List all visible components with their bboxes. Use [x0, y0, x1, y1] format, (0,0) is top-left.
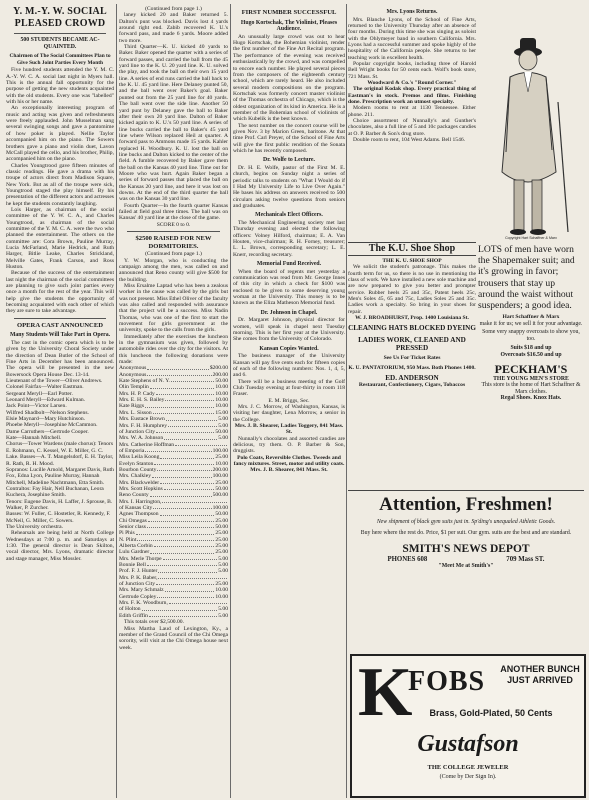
- continued-note: (Continued from page 1.): [145, 6, 202, 12]
- donation-amount: 15.00: [215, 409, 228, 416]
- ladies-work-headline: LADIES WORK, CLEANED AND PRESSED: [358, 336, 466, 353]
- donor-name: Reno County: [119, 492, 149, 499]
- donor-name: Mrs. Scott Hopkins: [119, 485, 163, 492]
- paragraph: An exceptionally interesting program of music and acting was given and refreshments were freely applauded. John Musselman sang several swinging songs and gave a pantomime of how poker is played. Nellie Taylor accompanied him on the piano. The Sowers brothers gave a piano and violin duet, Lavon McCall played the cello, and his brother, Philip, accompanied him on the piano.: [6, 105, 114, 163]
- donor-name: Olin Templin: [119, 384, 149, 391]
- donor-name: Mrs. Mary Schmalz: [119, 587, 164, 594]
- donation-amount: 25.00: [215, 536, 228, 543]
- brand-name: Hart Schaffner & Marx: [502, 314, 560, 321]
- donation-amount: 5.00: [218, 422, 228, 429]
- fobs-arrived: ANOTHER BUNCH JUST ARRIVED: [500, 664, 580, 685]
- smith-tagline: "Meet Me at Smith's": [438, 563, 494, 570]
- donor-name: Mrs. P. K. Baber,: [119, 574, 158, 581]
- donor-name: of Holton: [119, 606, 141, 613]
- list-item: Kate—Hannah Mitchell.: [6, 435, 62, 442]
- price-line: Buy here where the rest do. Price, $1 per suit. Our gym. suits are the best and are standard.: [360, 529, 572, 536]
- ticket-rates: See Us For Ticket Rates: [383, 355, 441, 362]
- ad-hart-schaffner: [478, 244, 584, 488]
- column-news: [233, 6, 345, 798]
- fashion-illustration: [480, 32, 582, 242]
- ad-k-fobs: [350, 654, 586, 798]
- column-rule: [346, 4, 347, 798]
- paragraph: Fourth Quarter—In the fourth quarter Kansas failed at field goal three times. The ball was on Kansas' 40 yard line at the close of the game.: [119, 202, 228, 222]
- ad-attention-freshmen: [348, 490, 584, 593]
- column-rule: [116, 4, 117, 798]
- list-item: Lieutenant of the Tower—Oliver Andrews.: [6, 378, 103, 385]
- paragraph: laney kicked 20 and Baker returned 5. Dalton's punt was blocked. Davis lost 4 yards around right end. Zabib recovered K. U.'s forward pass, and made 6 yards. Moore added two more.: [119, 12, 228, 44]
- headline-memorial-fund: Memorial Fund Received.: [256, 260, 322, 267]
- list-item: Wilfred Shadbolt—Nelson Stephens.: [6, 409, 89, 416]
- donor-name: Evelyn Stanton: [119, 460, 154, 467]
- paragraph: Double room to rent, 104 West Adams. Bell 1546.: [353, 137, 466, 144]
- cast-list: [6, 378, 114, 530]
- donor-name: of Emporia: [119, 447, 145, 454]
- paragraph: The next number on the concert course will be given Nov. 3 by Marion Green, baritone. At that time Prof. Carl Preyer, of the School of Fine Arts will give the first public rendition of the Sonata which he has recently composed.: [233, 122, 345, 154]
- ad-line: Some very snappy overcoats to show you, too.: [482, 329, 580, 342]
- paragraph: Immediately after the exercises the luncheon in the gymnasium was given, followed by automobile rides over the city for the visitors. At this luncheon the following donations were made:: [119, 333, 228, 366]
- donor-name: Senior class: [119, 524, 146, 530]
- list-item: Phoebe Meryll—Josephine McCammon.: [6, 422, 98, 429]
- donor-name: Mrs. H. P. Cady: [119, 390, 155, 397]
- ad-woodward: Woodward & Co.'s "Round Corner.": [367, 80, 457, 87]
- donation-amount: 50.00: [215, 511, 228, 518]
- list-item: Chorus—Tower Wardens (male chorus): Tenors E. Rohmann, C. Kessel, W. E. Miller, G. C. Lake. Basses—A. T. Mangelsdorf, E. H. Taylor, R. Rath, R. H. Mood.: [6, 441, 114, 467]
- donation-amount: 50.00: [215, 428, 228, 435]
- gym-suits-line: New shipment of black gym suits just in. Sp'ding's unequaled Athletic Goods.: [376, 519, 556, 525]
- paragraph: We solicit the student's patronage. This makes the fourth term for us, so there is no use in mentioning the class of work. We have installed a new sole machine and are now prepared to give you better and prompter service. Rubber heels 25 and 35c, Patent heels 25c, Men's Soles 45, 65 and 75c, Ladies Soles 25 and 35c. Ladies work a specialty. So bring in your shoes for repair.: [348, 264, 476, 315]
- donor-name: Edith Griffin: [119, 612, 148, 619]
- column-social: [6, 6, 114, 798]
- paragraph: Y. W. Morgan, who is conducting the campaign among the men, was called on and announced that Reno county will give $500 for the building.: [119, 257, 228, 283]
- donor-name: Anonymous: [119, 371, 147, 378]
- subhead-students: 500 STUDENTS BECAME AC-QUAINTED.: [20, 37, 100, 50]
- donation-amount: 25.00: [215, 581, 228, 588]
- list-item: Sopranos: Lucille Arnold, Margaret Davis, Ruth Fox, Edna Lyon, Pauline Murray, Hannah Mitchell, Madeline Nachtmann, Etta Smith.: [6, 466, 114, 486]
- donation-amount: 25.00: [215, 530, 228, 537]
- portrait-caption: Copyright Hart Schaffner & Marx: [505, 236, 557, 240]
- paragraph: Third Quarter—K. U. kicked 40 yards to Baker. Baker opened the quarter with a series of forward passes, and carried the ball from the 45 yard line to the K. U. 20 yard line. K. U. solved the play, and took the ball on their own 15 yard line. A series of end runs carried the ball back to the K. U. 45 yard line. Here Delaney punted 50, and the ball went over Baker's goal. Baker punted out from the 25 yard line for 40 yards. The ball went over the side line. Another 50 yard punt by Delaney gave the ball to Baker after their own 20 yard line. Dalton of Baker kicked again to K. U.'s 50 yard line. A series of line bucks carried the ball to Baker's 45 yard line where Wilson replaced Heil at quarter. A forward pass to Ammons made 15 yards. Kahler replaced H. Woodbury. K. U. lost the ball on line bucks and Dalton kicked to the center of the field. A fumble recovered by Baker gave them the ball on the Kansas 40 yard line. Time out for Moore who was hurt. Again Baker began a series of forward passes that placed the ball on the Kansas 20 yard line, and here it was lost on downs. At the end of the third quarter the ball was on the Kansas 30 yard line.: [119, 44, 228, 203]
- shapemaker-copy: LOTS of men have worn the Shapemaker suit; and it's growing in favor; trousers that stay up around the waist without suspenders; a good idea.: [478, 244, 575, 312]
- list-item: Basses: W. Fuller, C. Hostetler, R. Kennedy, F. McNeil, G. Miller, C. Sowers.: [6, 511, 111, 524]
- donation-amount: 25.00: [215, 454, 228, 461]
- donor-name: Alberta Corbin: [119, 543, 153, 550]
- column-local: [348, 6, 476, 242]
- donor-name: Anonymous: [119, 365, 147, 372]
- peckham-sub: THE YOUNG MEN'S STORE: [493, 375, 569, 382]
- price-suits: Suits $18 and up: [510, 345, 552, 352]
- continued-note: (Continued from page 1.): [145, 251, 202, 258]
- fobs-price: Brass, Gold-Plated, 50 Cents: [429, 708, 553, 718]
- donor-name: Mrs. Merle Thorpe: [119, 555, 162, 562]
- signature: E. M. Briggs, Sec.: [268, 397, 310, 404]
- list-item: Dame Carruthers—Gertrude Cooper.: [6, 428, 89, 435]
- column-rule: [230, 4, 231, 798]
- price-overcoats: Overcoats $16.50 and up: [500, 351, 562, 358]
- list-item: Contraltos: Fay Hair, Nell Buchanan, Leora Kuchera, Josephine Smith.: [6, 485, 104, 499]
- donation-amount: 500.00: [212, 492, 228, 499]
- smith-phone: PHONES 608: [387, 556, 428, 564]
- donation-amount: 25.00: [215, 517, 228, 524]
- paragraph: Choice assortment of Nunnally's and Gunther's chocolates, also a full line of 5 and 10c packages candies at O. P. Barber & Son's drug store.: [348, 118, 476, 137]
- attention-headline: Attention, Freshmen!: [379, 494, 553, 515]
- donor-name: Mrs. F. H. Humphrey: [119, 422, 168, 429]
- donation-list: [119, 365, 228, 619]
- donor-name: Pi Phis: [119, 530, 135, 537]
- paragraph: Dr. Margaret Johnson, physical director for women, will speak in chapel next Tuesday morning. This is her first year at the University. She comes from the University of Colorado.: [233, 317, 345, 343]
- donor-name: Kate Stephens of N. Y.: [119, 378, 170, 385]
- paragraph: The Mechanical Engineering society met last Thursday evening and elected the following officers: Volney Hilford, chairman; E. A. Van Houten, vice-chairman; R. H. Forney, treasurer; L. L. Brown, corresponding secretary; L. E. Knerr, recording secretary.: [233, 219, 345, 258]
- headline-opera: OPERA CAST ANNOUNCED: [17, 321, 103, 329]
- donation-amount: 50.00: [215, 485, 228, 492]
- column-football: [119, 6, 228, 798]
- paragraph: This totals over $2,500.00.: [124, 619, 184, 626]
- paragraph: Miss Martha Laud of Lexington, Ky., a member of the Grand Council of the Chi Omega sorority, will visit at the Chi Omega house next week.: [119, 625, 228, 651]
- list-item: Leonard Meryll—Edward Kulman.: [6, 397, 86, 404]
- donor-name: Mrs. L. Sisson: [119, 409, 152, 416]
- donor-name: Agnes Thompson: [119, 511, 159, 518]
- anderson-name: ED. ANDERSON: [385, 374, 439, 383]
- deck-opera: Many Students Will Take Part in Opera.: [9, 332, 111, 339]
- donor-name: of Junction City: [119, 581, 156, 588]
- donor-name: Mrs. Blackwelder: [119, 479, 160, 486]
- fobs-word: FOBS: [408, 666, 486, 697]
- deck-kortschak: Hugo Kortschak, The Violinist, Pleases Audience.: [240, 19, 338, 33]
- donation-amount: 10.00: [215, 403, 228, 410]
- donation-amount: 5.00: [218, 555, 228, 562]
- donor-name: Mrs. E. H. S. Bailey: [119, 397, 165, 404]
- donor-name: Mrs. W. A. Johnson: [119, 435, 164, 442]
- paragraph: Miss Ersalme Laptad who has been a zealous worker in the cause was called by the girls but was not present. Miss Ethel Oliver of the faculty was also called and responded with assurance that the project will be a success. Miss Nadin Thomas, who was one of the first to start the movement for girls government at the university, spoke to the calls from the girls.: [119, 282, 228, 334]
- paragraph: Lois Harger, as chairman of the social committee of the Y. W. C. A., and Charles Youngtrood, as chairman of the social committee of the Y. M. C. A. were the two who planned the entertainment. The others on the committee are: Cora Brown, Pauline Murray, Lucia McFarland, Marie Hedrick, and Ruth Harger, Bitlie Leake, Charles Strickland, Melville Gates, Frank Carson, and Ross Huston.: [6, 206, 114, 271]
- headline-first-number: FIRST NUMBER SUCCESSFUL: [241, 9, 337, 16]
- jeweler-sign: (Come by Der Sign In).: [439, 774, 497, 780]
- headline-mechanicals: Mechanicals Elect Officers.: [255, 212, 323, 219]
- college-jeweler: THE COLLEGE JEWELER: [427, 764, 509, 771]
- k-letter: K: [358, 654, 413, 731]
- donation-amount: 5.00: [218, 562, 228, 569]
- paragraph: Popular copyright books, including three of Harold Bell Wright books for 50 cents each. Wolf's book store, 721 Mass. St.: [348, 61, 476, 80]
- donation-amount: 10.00: [215, 593, 228, 600]
- paragraph: There will be a business meeting of the Golf Club Tuesday evening at four-thirty in room 118 Fraser.: [233, 378, 345, 398]
- paragraph: Modern rooms to rent at 1130 Tennessee. Either phone. 211.: [348, 105, 476, 118]
- peckham-line: This store is the home of Hart Schaffner & Marx clothes.: [481, 382, 581, 395]
- donor-name: Prof. F. J. Hunter: [119, 568, 158, 575]
- paragraph: When the board of regents met yesterday a communication was read from Mr. George Innes of this city in which a check for $100 was enclosed to be given to some deserving young woman at the University. This money is to be known as the Eliza Matheson Memorial fund.: [233, 268, 345, 307]
- paragraph: Mrs. Blanche Lyons, of the School of Fine Arts, returned to the University Thursday after an absence of four months. During this time she was singing as soloist with the Ohlymeyer band in southern California. Mrs. Lyons had a successful summer and spoke highly of the hospitality of the California people. She returns to her teaching work in excellent health.: [348, 16, 476, 61]
- cleaning-headline: CLEANING HATS BLOCKED DYEING: [348, 324, 476, 333]
- donor-name: Mrs. I. Harrington,: [119, 498, 162, 505]
- headline-dormitories: $2500 RAISED FOR NEW DORMITORIES.: [135, 235, 212, 250]
- donation-amount: 10.00: [215, 397, 228, 404]
- donation-amount: 200.00: [212, 371, 228, 378]
- donor-name: Lulu Gardner: [119, 549, 150, 556]
- smith-news-depot: SMITH'S NEWS DEPOT: [402, 543, 530, 556]
- donor-name: Kate Riggs: [119, 403, 145, 410]
- shoe-shop-headline: The K.U. Shoe Shop: [348, 242, 476, 256]
- donor-name: Bourbon County: [119, 466, 157, 473]
- restaurant-line: Restaurant, Confectionery, Cigars, Tobaccos: [358, 382, 466, 389]
- list-item: Tenors: Eugene Davis, H. Laffer, J. Sprouse, B. Walker, P. Zurcher.: [6, 498, 113, 511]
- donation-amount: 5.00: [218, 416, 228, 423]
- donor-name: Mrs. Eustace Brown: [119, 416, 165, 423]
- donation-amount: 10.00: [215, 384, 228, 391]
- headline-lyons: Mrs. Lyons Returns.: [386, 9, 438, 15]
- headline-johnson: Dr. Johnson in Chapel.: [260, 309, 318, 316]
- donor-name: Chi Omegas: [119, 517, 147, 524]
- donation-amount: 10.00: [215, 390, 228, 397]
- list-item: Elsie Maynard—Mary Hutchinson.: [6, 416, 86, 423]
- donation-amount: 25.00: [215, 479, 228, 486]
- gentleman-figure-icon: [480, 32, 582, 242]
- donation-amount: 25.00: [215, 543, 228, 550]
- paragraph: Mrs. J. C. Morrow, of Washington, Kansas, is visiting her daughter, Lena Morrow, a senior in the College.: [233, 403, 345, 423]
- donor-name: Mrs. Chalkley: [119, 473, 152, 480]
- donor-name: of Kansas City: [119, 504, 153, 511]
- peckham-brands: Regal Shoes. Knox Hats.: [500, 395, 562, 402]
- donation-amount: 10.00: [215, 587, 228, 594]
- list-item: Sergeant Meryll—Earl Potter.: [6, 390, 73, 397]
- paragraph: The cast in the comic opera which is to be given by the University Choral Society under the direction of Dean Butler of the School of Fine Arts in December has been announced. The opera will be presented in the new Bowersock Opera House Dec. 13-14.: [6, 339, 114, 378]
- paragraph: Five hundred students attended the Y. M. C. A.-Y. W. C. A. social last night in Myers hall. This is the annual fall opportunity for the purpose of getting the new students acquainted with the old students. Every one was "labelled" with his or her name.: [6, 67, 114, 106]
- donation-amount: $200.00: [209, 365, 228, 372]
- pantorium-address: K. U. PANTATORIUM, 950 Mass. Both Phones 1400.: [348, 364, 476, 371]
- paragraph: Dr. H. E. Wolfe, pastor of the First M. E. church, begins on Sunday night a series of periodic talks to students on "What I Would do if I Had My University Life to Live Over Again." He bases his address on answers received to 500 circulars asking twelve questions from seniors and graduates.: [233, 164, 345, 209]
- donation-amount: 5.00: [218, 568, 228, 575]
- headline-wolfe: Dr. Wolfe to Lecture.: [263, 157, 315, 164]
- donor-name: Bonnie Bell: [119, 562, 146, 569]
- paragraph: The business manager of the University Kansan will pay five cents each for fifteen copies of each of the following numbers: Nos. 1, 4, 5, and 6.: [233, 353, 345, 379]
- donation-amount: 5.00: [218, 606, 228, 613]
- donation-amount: 10.00: [215, 460, 228, 467]
- paragraph: Charles Youngtrood gave fifteen minutes of classic readings. He gave a drama with his troupe of actors direct from Madison Square, New York. But as all of the troupe were sick, Youngtrood staged the play himself. By his presentation of the different actors and actresses he kept the students constantly laughing.: [6, 162, 114, 207]
- ad-shearer: Mrs. J. B. Shearer, Ladies Toggery, 841 Mass. St.: [234, 422, 344, 436]
- donor-name: of Junction City: [119, 428, 156, 435]
- donation-amount: 50.00: [215, 378, 228, 385]
- list-item: Colonel Fairfax—Walter Eastman.: [6, 384, 84, 391]
- donation-amount: 5.00: [218, 435, 228, 442]
- shoe-shop-sub: THE K. U. SHOE SHOP: [382, 258, 442, 264]
- paragraph: Rehearsals are being held at North College Wednesdays at 7:00 p. m. and Saturdays at 1:30. The general director is Dean Skilton, vocal director, Mrs. Lyons, dramatic director and stage manager, Miss Mossler.: [6, 530, 114, 562]
- donation-amount: 100.00: [212, 504, 228, 511]
- smith-address: 709 Mass ST.: [506, 556, 545, 564]
- headline-kansan-copies: Kansan Copies Wanted.: [259, 345, 319, 352]
- smith-contact: [348, 556, 584, 563]
- score-line: SCORE 0 to 0.: [156, 221, 191, 228]
- donation-amount: 200.00: [212, 466, 228, 473]
- donor-name: Gertrude Copley: [119, 593, 157, 600]
- shoe-shop-signature: W. J. BROADHURST, Prop. 1400 Louisiana St.: [355, 315, 469, 322]
- paragraph: Nunnally's chocolates and assorted candies are delicious, try them. O. P. Barber & Son, druggists.: [233, 435, 345, 455]
- paragraph: Because of the success of the entertainment last night the chairman of the social committees are planning to give such joint parties every once a month for the rest of the year. This will help give the students the opportunity of becoming acquainted with each other of which they are sure to take advantage.: [6, 270, 114, 315]
- deck-chairmen: Chairmen of The Social Committees Plan to Give Such Joint Parties Every Month: [9, 53, 111, 66]
- donor-name: Miss Leila Koong: [119, 454, 160, 461]
- gustafson-signature: Gustafson: [417, 731, 519, 757]
- donation-amount: 5.00: [218, 612, 228, 619]
- donation-amount: 100.00: [212, 447, 228, 454]
- list-item: Jack Point—Victor Larsen.: [6, 403, 67, 410]
- donation-amount: 100.00: [212, 473, 228, 480]
- list-item: The University orchestra.: [6, 523, 64, 530]
- ad-polo-coats: Polo Coats, Reversible Clothes. Tweeds and fancy mixtures. Street, motor and utility coats. Mrs. J. B. Shearer, 841 Mass. St.: [233, 454, 345, 474]
- donor-name: N. Plint: [119, 536, 137, 543]
- ad-line: make it for us; we sell it for your advantage.: [479, 320, 583, 327]
- peckham-name: PECKHAM'S: [494, 361, 568, 376]
- paragraph: The original Kodak shop. Every practical thing of Eastman's in stock. Premos and films. Finishing done. Prescription work an utmost specialty.: [348, 86, 476, 106]
- headline-social: Y. M.-Y. W. SOCIAL PLEASED CROWD: [13, 6, 107, 29]
- donor-name: Mrs. Catherine Hoffman: [119, 441, 175, 448]
- donation-amount: 25.00: [215, 549, 228, 556]
- paragraph: An unusually large crowd was out to hear Hugo Kortschak, the Bohemian violinist, render the first number of the Fine Art Recital program. The performance of the evening was received enthusiastically by the crowd, and was compelled to encore each number. He played several pieces from the composers of the eighteenth century school, which are rarely heard. He also included several modern compositions on the program. Kortschak was formerly concert master violinist of the Thomas orchestra of Chicago, which is the oldest organization of its kind in America. He is a member of the Bohemian school of violinists of which Kubelik is the best known.: [233, 33, 345, 123]
- donor-name: Mrs. F. K. Woodburn,: [119, 600, 168, 607]
- donation-amount: 50.00: [215, 524, 228, 530]
